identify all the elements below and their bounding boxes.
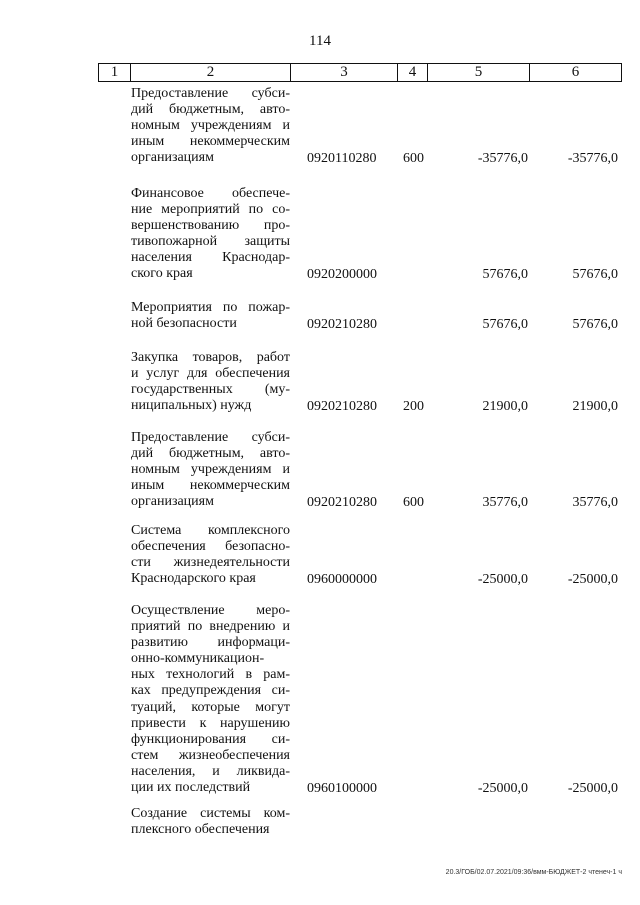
row-description bbox=[131, 430, 290, 510]
row-code: 0960100000 bbox=[307, 780, 377, 796]
page-number: 114 bbox=[309, 33, 331, 49]
description-line: тивопожарной защиты bbox=[131, 234, 290, 250]
row-description bbox=[131, 186, 290, 283]
row-amount-col6: -25000,0 bbox=[567, 571, 618, 587]
header-col-3: 3 bbox=[291, 64, 398, 81]
row-amount-col6: -35776,0 bbox=[567, 150, 618, 166]
description-line: организациям bbox=[131, 150, 214, 166]
row-amount-col5: 57676,0 bbox=[482, 316, 528, 332]
row-amount-col6: 21900,0 bbox=[572, 398, 618, 414]
description-line: ной безопасности bbox=[131, 316, 237, 332]
description-line: сти жизнедеятельности bbox=[131, 555, 290, 571]
row-expense-type: 600 bbox=[403, 494, 424, 510]
description-line: Мероприятия по пожар- bbox=[131, 300, 290, 315]
row-amount-col6: 57676,0 bbox=[572, 316, 618, 332]
description-line: приятий по внедрению и bbox=[131, 619, 290, 635]
description-line: онно-коммуникацион- bbox=[131, 651, 265, 667]
row-amount-col5: -35776,0 bbox=[477, 150, 528, 166]
row-code: 0920200000 bbox=[307, 267, 377, 282]
description-line: населения, и ликвида- bbox=[131, 763, 290, 779]
header-col-6: 6 bbox=[571, 64, 580, 80]
row-amount-col5: -25000,0 bbox=[477, 571, 528, 587]
row-amount-col5: 35776,0 bbox=[482, 494, 528, 510]
row-amount-col5: -25000,0 bbox=[477, 780, 528, 796]
description-line: Осуществление меро- bbox=[131, 603, 290, 618]
description-line: государственных (му- bbox=[131, 382, 290, 398]
description-line: Создание системы ком- bbox=[131, 806, 290, 821]
description-line: Система комплексного bbox=[131, 523, 290, 538]
row-description bbox=[131, 300, 290, 332]
row-code: 0960000000 bbox=[307, 571, 377, 587]
description-line: ского края bbox=[131, 266, 193, 282]
description-line: ниципальных) нужд bbox=[131, 398, 252, 414]
description-line: Закупка товаров, работ bbox=[131, 350, 290, 365]
row-code: 0920210280 bbox=[307, 398, 377, 414]
header-col-1: 1 bbox=[99, 64, 131, 81]
header-col-2: 2 bbox=[131, 64, 291, 81]
table-header bbox=[98, 63, 622, 82]
header-col-4: 4 bbox=[398, 64, 428, 81]
row-amount-col6: -25000,0 bbox=[567, 780, 618, 796]
description-line: обеспечения безопасно- bbox=[131, 539, 290, 555]
description-line: номным учреждениям и bbox=[131, 118, 290, 134]
description-line: туаций, которые могут bbox=[131, 699, 290, 715]
row-expense-type: 200 bbox=[403, 398, 424, 414]
description-line: ках предупреждения си- bbox=[131, 683, 290, 699]
row-amount-col6: 35776,0 bbox=[572, 494, 618, 510]
description-line: развитию информаци- bbox=[131, 635, 290, 651]
description-line: номным учреждениям и bbox=[131, 462, 290, 478]
row-expense-type: 600 bbox=[403, 150, 424, 166]
description-line: стем жизнеобеспечения bbox=[131, 747, 290, 763]
description-line: дий бюджетным, авто- bbox=[131, 102, 290, 118]
header-col-5: 5 bbox=[428, 64, 530, 81]
description-line: функционирования си- bbox=[131, 731, 290, 747]
row-description bbox=[131, 350, 290, 414]
description-line: населения Краснодар- bbox=[131, 250, 290, 266]
row-amount-col6: 57676,0 bbox=[572, 267, 618, 282]
description-line: иным некоммерческим bbox=[131, 478, 290, 494]
row-description bbox=[131, 523, 290, 587]
description-line: привести к нарушению bbox=[131, 715, 290, 731]
row-description bbox=[131, 603, 290, 796]
description-line: Предоставление субси- bbox=[131, 430, 290, 445]
description-line: Краснодарского края bbox=[131, 571, 256, 587]
row-description bbox=[131, 86, 290, 166]
description-line: иным некоммерческим bbox=[131, 134, 290, 150]
description-line: вершенствованию про- bbox=[131, 218, 290, 234]
description-line: Предоставление субси- bbox=[131, 86, 290, 101]
description-line: Финансовое обеспече- bbox=[131, 186, 290, 201]
description-line: ние мероприятий по со- bbox=[131, 202, 290, 218]
description-line: ции их последствий bbox=[131, 780, 251, 796]
description-line: и услуг для обеспечения bbox=[131, 366, 290, 382]
description-line: ных технологий в рам- bbox=[131, 667, 290, 683]
description-line: плексного обеспечения bbox=[131, 822, 270, 838]
row-code: 0920210280 bbox=[307, 494, 377, 510]
row-description bbox=[131, 806, 290, 838]
row-code: 0920110280 bbox=[307, 150, 377, 166]
footer-stamp: 20.3/ГОБ/02.07.2021/09:36/вмм-БЮДЖЕТ-2 чтенеч-1 ч bbox=[445, 869, 622, 876]
description-line: организациям bbox=[131, 494, 214, 510]
row-amount-col5: 57676,0 bbox=[482, 267, 528, 282]
row-amount-col5: 21900,0 bbox=[482, 398, 528, 414]
description-line: дий бюджетным, авто- bbox=[131, 446, 290, 462]
row-code: 0920210280 bbox=[307, 316, 377, 332]
